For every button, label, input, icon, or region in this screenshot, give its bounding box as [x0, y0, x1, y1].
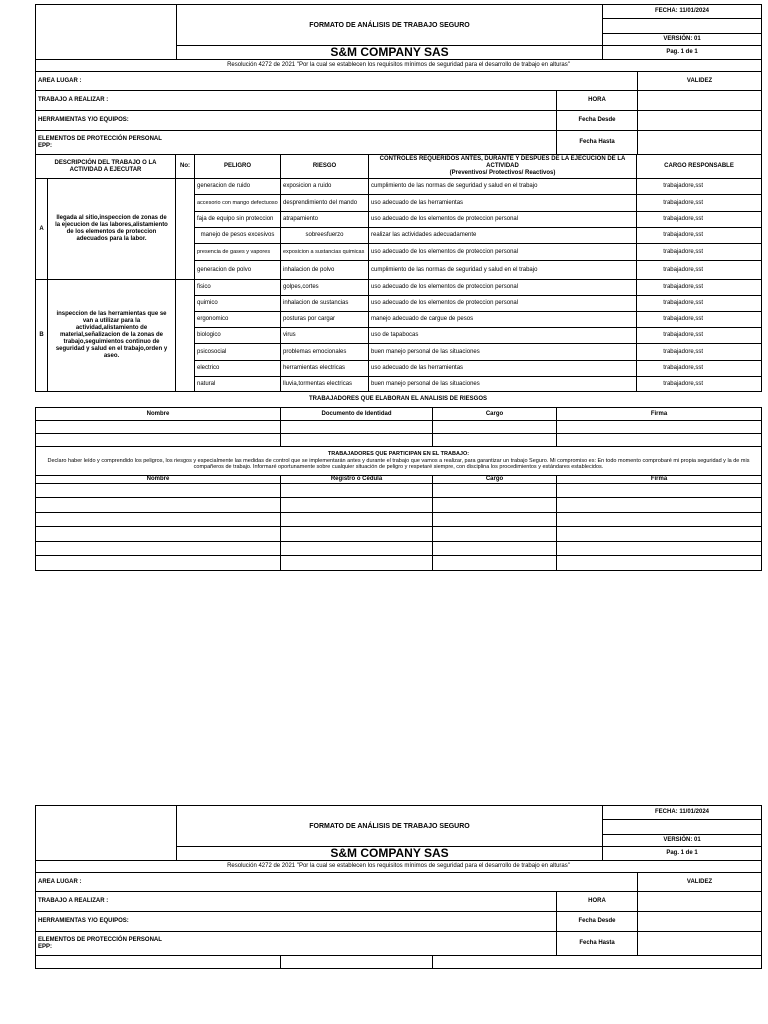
- table-cell: uso adecuado de las herramientas: [369, 361, 637, 377]
- table-cell: trabajadore,sst: [637, 344, 762, 361]
- table-cell: quimico: [195, 296, 281, 312]
- epp-field[interactable]: ELEMENTOS DE PROTECCIÓN PERSONAL EPP:: [36, 932, 557, 956]
- table-cell: ergonomico: [195, 312, 281, 328]
- page-label: Pag. 1 de 1: [603, 847, 762, 861]
- table-cell: uso adecuado de los elementos de proteccion personal: [369, 296, 637, 312]
- table-cell[interactable]: [36, 526, 281, 541]
- group-b-no: [176, 280, 195, 392]
- table-cell[interactable]: [433, 512, 557, 526]
- table-cell: faja de equipo sin proteccion: [195, 212, 281, 228]
- table-cell: buen manejo personal de las situaciones: [369, 377, 637, 392]
- fecha-desde-label: Fecha Desde: [557, 111, 638, 131]
- table-cell[interactable]: [36, 421, 281, 434]
- table-cell[interactable]: [281, 434, 433, 447]
- table-cell[interactable]: [557, 483, 762, 497]
- table-cell: trabajadore,sst: [637, 328, 762, 344]
- table-cell: fisico: [195, 280, 281, 296]
- elaboran-table: [35, 407, 762, 475]
- table-cell: trabajadore,sst: [637, 312, 762, 328]
- form-page-2: [35, 805, 761, 969]
- participan-table: [35, 475, 762, 571]
- company-name: S&M COMPANY SAS: [177, 847, 603, 861]
- table-cell[interactable]: [36, 483, 281, 497]
- col-controles: [369, 155, 637, 179]
- table-cell: trabajadore,sst: [637, 179, 762, 195]
- table-cell: golpes,cortes: [281, 280, 369, 296]
- table-cell: lluvia,tormentas electricas: [281, 377, 369, 392]
- hora-label: HORA: [557, 892, 638, 912]
- table-cell: herramientas electricas: [281, 361, 369, 377]
- fields-table-2: [35, 872, 762, 956]
- table-cell: virus: [281, 328, 369, 344]
- participan-declaration: Declaro haber leído y comprendido los peligros, los riesgos y especialmente las medidas de control que se implementarán antes y durante el trabajo que vamos a realizar, para garantizar un trabajo Seguro. Mi compromiso es: En todo momento comprobaré mi propia seguridad y la de mis compañeros de trabajo. Informaré oportunamente sobre cualquier situación de peligro y respetaré siempre, con disciplina los procedimientos y estándares establecidos.: [47, 457, 750, 470]
- table-cell: trabajadore,sst: [637, 377, 762, 392]
- col-peligro: PELIGRO: [195, 155, 281, 179]
- form-title: FORMATO DE ANÁLISIS DE TRABAJO SEGURO: [177, 5, 603, 46]
- participan-col-nombre: Nombre: [36, 475, 281, 483]
- col-no: No:: [176, 155, 195, 179]
- table-cell[interactable]: [281, 555, 433, 570]
- trabajo-field[interactable]: TRABAJO A REALIZAR :: [36, 91, 557, 111]
- table-cell: desprendimiento del mando: [281, 195, 369, 212]
- table-cell: uso adecuado de los elementos de proteccion personal: [369, 212, 637, 228]
- table-cell: trabajadore,sst: [637, 296, 762, 312]
- table-cell: sobreesfuerzo: [281, 228, 369, 244]
- hora-value[interactable]: [638, 892, 762, 912]
- hora-label: HORA: [557, 91, 638, 111]
- table-cell: realizar las actividades adecuadamente: [369, 228, 637, 244]
- table-cell: electrico: [195, 361, 281, 377]
- table-cell[interactable]: [36, 555, 281, 570]
- table-cell[interactable]: [433, 497, 557, 512]
- table-cell: generacion de ruido: [195, 179, 281, 195]
- table-cell[interactable]: [281, 526, 433, 541]
- table-cell: trabajadore,sst: [637, 195, 762, 212]
- table-cell: trabajadore,sst: [637, 212, 762, 228]
- table-cell: cumplimiento de las normas de seguridad y salud en el trabajo: [369, 261, 637, 280]
- table-cell: trabajadore,sst: [637, 280, 762, 296]
- table-cell[interactable]: [557, 555, 762, 570]
- controles-title: CONTROLES REQUERIDOS ANTES, DURANTE Y DESPUES DE LA EJECUCION DE LA ACTIVIDAD: [379, 156, 626, 169]
- table-cell: psicosocial: [195, 344, 281, 361]
- table-cell: atrapamiento: [281, 212, 369, 228]
- participan-col-registro: Registro o Cédula: [281, 475, 433, 483]
- group-a-no: [176, 179, 195, 280]
- page-label: Pag. 1 de 1: [603, 46, 762, 60]
- group-b-description: inspeccion de las herramientas que se van a utilizar para la actividad,alistamiento de material,señalizacion de la zonas de trabajo,seguimientos continuo de seguridad y salud en el trabajo,orden y aseo.: [48, 280, 176, 392]
- logo-cell: [36, 806, 177, 861]
- table-cell: uso adecuado de las herramientas: [369, 195, 637, 212]
- herramientas-field[interactable]: HERRAMIENTAS Y/O EQUIPOS:: [36, 912, 557, 932]
- hora-value[interactable]: [638, 91, 762, 111]
- col-descripcion: DESCRIPCIÓN DEL TRABAJO O LA ACTIVIDAD A EJECUTAR: [36, 155, 176, 179]
- table-cell: presencia de gases y vapores: [195, 244, 281, 261]
- table-cell[interactable]: [281, 421, 433, 434]
- table-cell: cumplimiento de las normas de seguridad y salud en el trabajo: [369, 179, 637, 195]
- date-label: FECHA: 11/01/2024: [603, 806, 762, 820]
- table-cell: exposicion a ruido: [281, 179, 369, 195]
- area-field[interactable]: AREA LUGAR :: [36, 72, 638, 91]
- table-cell: trabajadore,sst: [637, 261, 762, 280]
- fields-table: [35, 71, 762, 155]
- herramientas-field[interactable]: HERRAMIENTAS Y/O EQUIPOS:: [36, 111, 557, 131]
- table-cell[interactable]: [36, 541, 281, 555]
- table-cell: problemas emocionales: [281, 344, 369, 361]
- table-cell[interactable]: [281, 512, 433, 526]
- form-title: FORMATO DE ANÁLISIS DE TRABAJO SEGURO: [177, 806, 603, 847]
- table-cell[interactable]: [433, 541, 557, 555]
- table-cell: trabajadore,sst: [637, 228, 762, 244]
- elaboran-col-firma: Firma: [557, 408, 762, 421]
- table-cell[interactable]: [557, 497, 762, 512]
- fecha-hasta-value[interactable]: [638, 131, 762, 155]
- form-page-1: [35, 4, 761, 571]
- table-cell[interactable]: [433, 434, 557, 447]
- table-cell[interactable]: [36, 512, 281, 526]
- fecha-hasta-label: Fecha Hasta: [557, 932, 638, 956]
- fecha-desde-value[interactable]: [638, 111, 762, 131]
- controles-subtitle: (Preventivos/ Protectivos/ Reactivos): [449, 170, 556, 176]
- version-label: VERSIÓN: 01: [603, 34, 762, 46]
- fecha-hasta-value[interactable]: [638, 932, 762, 956]
- table-cell[interactable]: [281, 497, 433, 512]
- group-a-letter: A: [36, 179, 48, 280]
- fecha-hasta-label: Fecha Hasta: [557, 131, 638, 155]
- table-cell: trabajadore,sst: [637, 244, 762, 261]
- table-cell: uso adecuado de los elementos de proteccion personal: [369, 280, 637, 296]
- table-cell[interactable]: [281, 541, 433, 555]
- trabajo-field[interactable]: TRABAJO A REALIZAR :: [36, 892, 557, 912]
- validez-label: VALIDEZ: [638, 873, 762, 892]
- blank-cell: [603, 19, 762, 34]
- area-field[interactable]: AREA LUGAR :: [36, 873, 638, 892]
- table-cell: exposicion a sustancias quimicas: [281, 244, 369, 261]
- logo-cell: [36, 5, 177, 60]
- table-cell: manejo adecuado de cargue de pesos: [369, 312, 637, 328]
- date-label: FECHA: 11/01/2024: [603, 5, 762, 19]
- table-cell[interactable]: [557, 526, 762, 541]
- header-table: [35, 4, 762, 72]
- fecha-desde-value[interactable]: [638, 912, 762, 932]
- table-cell[interactable]: [281, 956, 433, 969]
- table-cell[interactable]: [557, 512, 762, 526]
- table-cell: trabajadore,sst: [637, 361, 762, 377]
- col-riesgo: RIESGO: [281, 155, 369, 179]
- risk-table: [35, 154, 762, 392]
- participan-block: [36, 447, 762, 475]
- table-cell[interactable]: [557, 434, 762, 447]
- table-cell: natural: [195, 377, 281, 392]
- table-cell[interactable]: [433, 956, 762, 969]
- table-cell: uso de tapabocas: [369, 328, 637, 344]
- resolution-text: Resolución 4272 de 2021 "Por la cual se establecen los requisitos mínimos de seguridad para el desarrollo de trabajo en alturas": [36, 60, 762, 72]
- table-cell: generacion de polvo: [195, 261, 281, 280]
- table-cell[interactable]: [36, 956, 281, 969]
- fecha-desde-label: Fecha Desde: [557, 912, 638, 932]
- table-cell[interactable]: [36, 434, 281, 447]
- elaboran-col-documento: Documento de Identidad: [281, 408, 433, 421]
- table-cell: accesorio con mango defectuoso: [195, 195, 281, 212]
- table-cell: manejo de pesos excesivos: [195, 228, 281, 244]
- table-cell: biologico: [195, 328, 281, 344]
- version-label: VERSIÓN: 01: [603, 835, 762, 847]
- participan-col-firma: Firma: [557, 475, 762, 483]
- table-cell[interactable]: [557, 541, 762, 555]
- group-b-letter: B: [36, 280, 48, 392]
- participan-title: TRABAJADORES QUE PARTICIPAN EN EL TRABAJO:: [327, 451, 470, 457]
- header-table-2: [35, 805, 762, 873]
- table-cell[interactable]: [36, 497, 281, 512]
- table-cell[interactable]: [433, 555, 557, 570]
- group-a-description: llegada al sitio,inspeccion de zonas de la ejecucion de las labores,alistamiento de los elementos de proteccion adecuados para la labor.: [48, 179, 176, 280]
- epp-field[interactable]: ELEMENTOS DE PROTECCIÓN PERSONAL EPP:: [36, 131, 557, 155]
- table-cell: buen manejo personal de las situaciones: [369, 344, 637, 361]
- table-cell: posturas por cargar: [281, 312, 369, 328]
- company-name: S&M COMPANY SAS: [177, 46, 603, 60]
- blank-cell: [603, 820, 762, 835]
- validez-label: VALIDEZ: [638, 72, 762, 91]
- elaboran-title: TRABAJADORES QUE ELABORAN EL ANALISIS DE RIESGOS: [308, 396, 488, 402]
- table-cell[interactable]: [557, 421, 762, 434]
- resolution-text: Resolución 4272 de 2021 "Por la cual se establecen los requisitos mínimos de seguridad para el desarrollo de trabajo en alturas": [36, 861, 762, 873]
- page-2-footer-row: [35, 955, 762, 969]
- table-cell: inhalacion de polvo: [281, 261, 369, 280]
- table-cell: inhalacion de sustancias: [281, 296, 369, 312]
- participan-col-cargo: Cargo: [433, 475, 557, 483]
- table-cell[interactable]: [433, 421, 557, 434]
- table-cell[interactable]: [281, 483, 433, 497]
- elaboran-col-cargo: Cargo: [433, 408, 557, 421]
- table-cell: uso adecuado de los elementos de proteccion personal: [369, 244, 637, 261]
- table-cell[interactable]: [433, 526, 557, 541]
- elaboran-col-nombre: Nombre: [36, 408, 281, 421]
- col-cargo: CARGO RESPONSABLE: [637, 155, 762, 179]
- table-cell[interactable]: [433, 483, 557, 497]
